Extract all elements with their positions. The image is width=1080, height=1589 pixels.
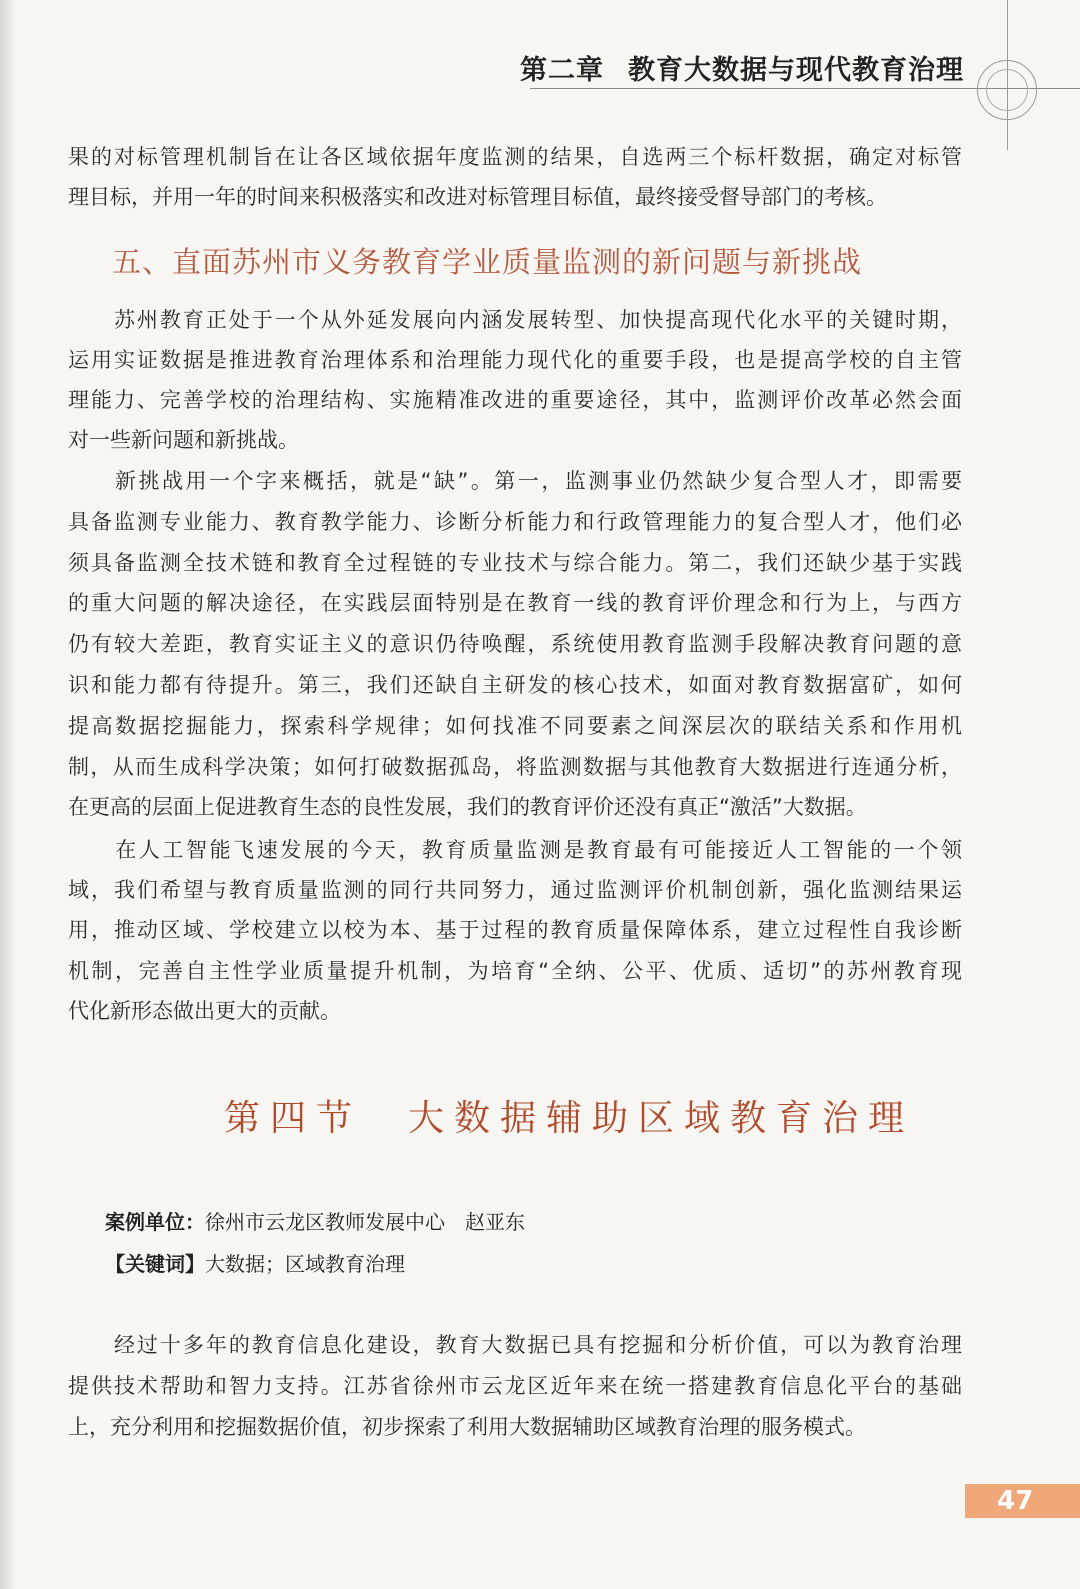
chapter-title: 教育大数据与现代教育治理	[628, 55, 964, 86]
text-line: 机制，完善自主性学业质量提升机制，为培育“全纳、公平、优质、适切”的苏州教育现	[68, 958, 962, 983]
running-header	[520, 48, 964, 87]
text-line: 对一些新问题和新挑战。	[68, 428, 299, 452]
text-line: 提高数据挖掘能力，探索科学规律；如何找准不同要素之间深层次的联结关系和作用机	[68, 713, 962, 738]
text-line: 提供技术帮助和智力支持。江苏省徐州市云龙区近年来在统一搭建教育信息化平台的基础	[68, 1374, 962, 1398]
text-line: 制，从而生成科学决策；如何打破数据孤岛，将监测数据与其他教育大数据进行连通分析，	[68, 754, 962, 779]
keywords-value: 大数据；区域教育治理	[205, 1252, 405, 1276]
keywords-label: 【关键词】	[105, 1252, 205, 1276]
text-line: 识和能力都有待提升。第三，我们还缺自主研发的核心技术，如面对教育数据富矿，如何	[68, 673, 962, 697]
case-unit-value: 徐州市云龙区教师发展中心 赵亚东	[205, 1210, 525, 1234]
case-unit	[105, 1206, 525, 1235]
text-line: 在更高的层面上促进教育生态的良性发展，我们的教育评价还没有真正“激活”大数据。	[68, 795, 867, 820]
chapter-number: 第二章	[520, 55, 604, 86]
page-number: 47	[965, 1484, 1080, 1518]
text-line: 仍有较大差距，教育实证主义的意识仍待唤醒，系统使用教育监测手段解决教育问题的意	[68, 632, 962, 657]
text-line: 在人工智能飞速发展的今天，教育质量监测是教育最有可能接近人工智能的一个领	[68, 838, 962, 862]
text-line: 代化新形态做出更大的贡献。	[68, 998, 341, 1023]
text-line: 具备监测专业能力、教育教学能力、诊断分析能力和行政管理能力的复合型人才，他们必	[68, 509, 962, 534]
text-line: 的重大问题的解决途径，在实践层面特别是在教育一线的教育评价理念和行为上，与西方	[68, 591, 962, 616]
text-line: 果的对标管理机制旨在让各区域依据年度监测的结果，自选两三个标杆数据，确定对标管	[68, 145, 962, 169]
keywords	[105, 1248, 405, 1277]
text-line: 须具备监测全技术链和教育全过程链的专业技术与综合能力。第二，我们还缺少基于实践	[68, 550, 962, 575]
case-unit-label: 案例单位：	[105, 1210, 205, 1234]
text-line: 新挑战用一个字来概括，就是“缺”。第一，监测事业仍然缺少复合型人才，即需要	[68, 469, 962, 493]
crosshair-inner-ring-icon	[986, 69, 1028, 111]
text-line: 经过十多年的教育信息化建设，教育大数据已具有挖掘和分析价值，可以为教育治理	[68, 1333, 962, 1357]
text-line: 上，充分利用和挖掘数据价值，初步探索了利用大数据辅助区域教育治理的服务模式。	[68, 1415, 866, 1439]
text-line: 理能力、完善学校的治理结构、实施精准改进的重要途径，其中，监测评价改革必然会面	[68, 388, 962, 412]
text-line: 域，我们希望与教育质量监测的同行共同努力，通过监测评价机制创新，强化监测结果运	[68, 878, 962, 903]
book-spine-shadow	[0, 0, 14, 1589]
text-line: 运用实证数据是推进教育治理体系和治理能力现代化的重要手段，也是提高学校的自主管	[68, 348, 962, 372]
text-line: 用，推动区域、学校建立以校为本、基于过程的教育质量保障体系，建立过程性自我诊断	[68, 918, 962, 943]
section-heading: 第四节 大数据辅助区域教育治理	[224, 1098, 915, 1139]
text-line: 苏州教育正处于一个从外延发展向内涵发展转型、加快提高现代化水平的关键时期，	[68, 308, 962, 332]
text-line: 理目标，并用一年的时间来积极落实和改进对标管理目标值，最终接受督导部门的考核。	[68, 185, 887, 209]
subsection-heading: 五、直面苏州市义务教育学业质量监测的新问题与新挑战	[112, 245, 863, 279]
